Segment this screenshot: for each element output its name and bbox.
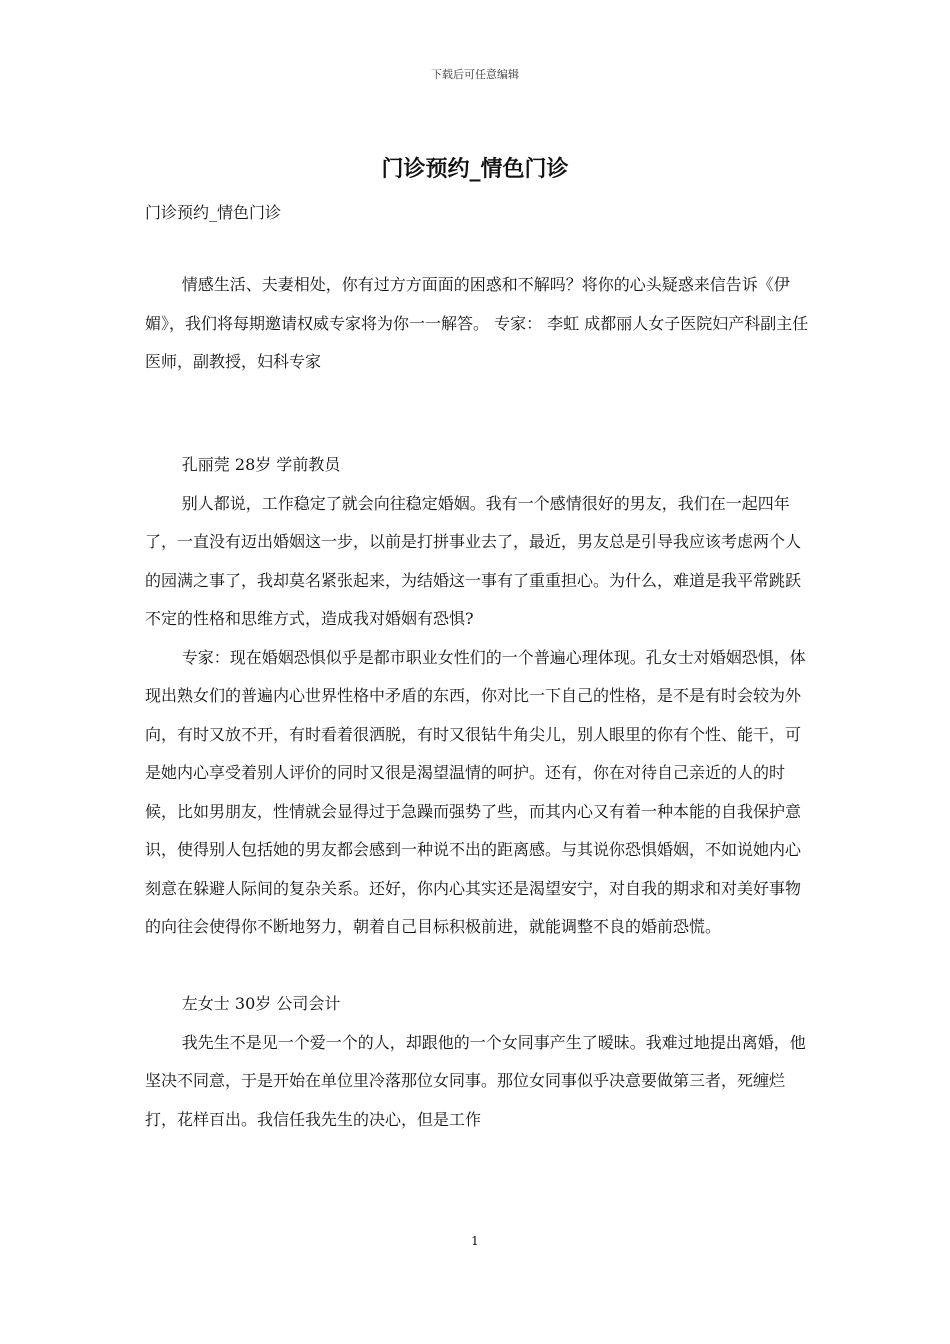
case1-answer: 专家：现在婚姻恐惧似乎是都市职业女性们的一个普遍心理体现。孔女士对婚姻恐惧，体现出熟女们的普遍内心世界性格中矛盾的东西，你对比一下自己的性格，是不是有时会较为外向，有时又放不开，有时看着很洒脱，有时又很钻牛角尖儿，别人眼里的你有个性、能干，可是她内心享受着别人评价的同时又很是渴望温情的呵护。还有，你在对待自己亲近的人的时候，比如男朋友，性情就会显得过于急躁而强势了些，而其内心又有着一种本能的自我保护意识，使得别人包括她的男友都会感到一种说不出的距离感。与其说你恐惧婚姻，不如说她内心刻意在躲避人际间的复杂关系。还好，你内心其实还是渴望安宁，对自我的期求和对美好事物的向往会使得你不断地努力，朝着自己目标积极前进，就能调整不良的婚前恐慌。 [145, 647, 806, 936]
document-subtitle: 门诊预约_情色门诊 [145, 203, 282, 222]
spacer [145, 947, 810, 986]
document-body [145, 266, 810, 1139]
case2-question: 我先生不是见一个爱一个的人，却跟他的一个女同事产生了暧昧。我难过地提出离婚，他坚决不同意，于是开始在单位里冷落那位女同事。那位女同事似乎决意要做第三者，死缠烂打，花样百出。我信任我先生的决心，但是工作 [145, 1032, 806, 1129]
case1-person: 孔丽莞 28岁 学前教员 [181, 455, 341, 474]
spacer [145, 420, 810, 446]
header-note: 下载后可任意编辑 [431, 68, 519, 81]
case2-person: 左女士 30岁 公司会计 [181, 994, 341, 1013]
page-number: 1 [471, 1234, 479, 1248]
spacer [145, 382, 810, 421]
case1-question: 别人都说，工作稳定了就会向往稳定婚姻。我有一个感情很好的男友，我们在一起四年了，一直没有迈出婚姻这一步，以前是打拼事业去了，最近，男友总是引导我应该考虑两个人的园满之事了，我却莫名紧张起来，为结婚这一事有了重重担心。为什么，难道是我平常跳跃不定的性格和思维方式，造成我对婚姻有恐惧? [145, 493, 802, 628]
intro-paragraph: 情感生活、夫妻相处，你有过方方面面的困惑和不解吗？将你的心头疑惑来信告诉《伊媚》，我们将每期邀请权威专家将为你一一解答。 专家： 李虹 成都丽人女子医院妇产科副主任医师，副教授，妇科专家 [145, 275, 809, 371]
document-title: 门诊预约_情色门诊 [381, 156, 569, 182]
